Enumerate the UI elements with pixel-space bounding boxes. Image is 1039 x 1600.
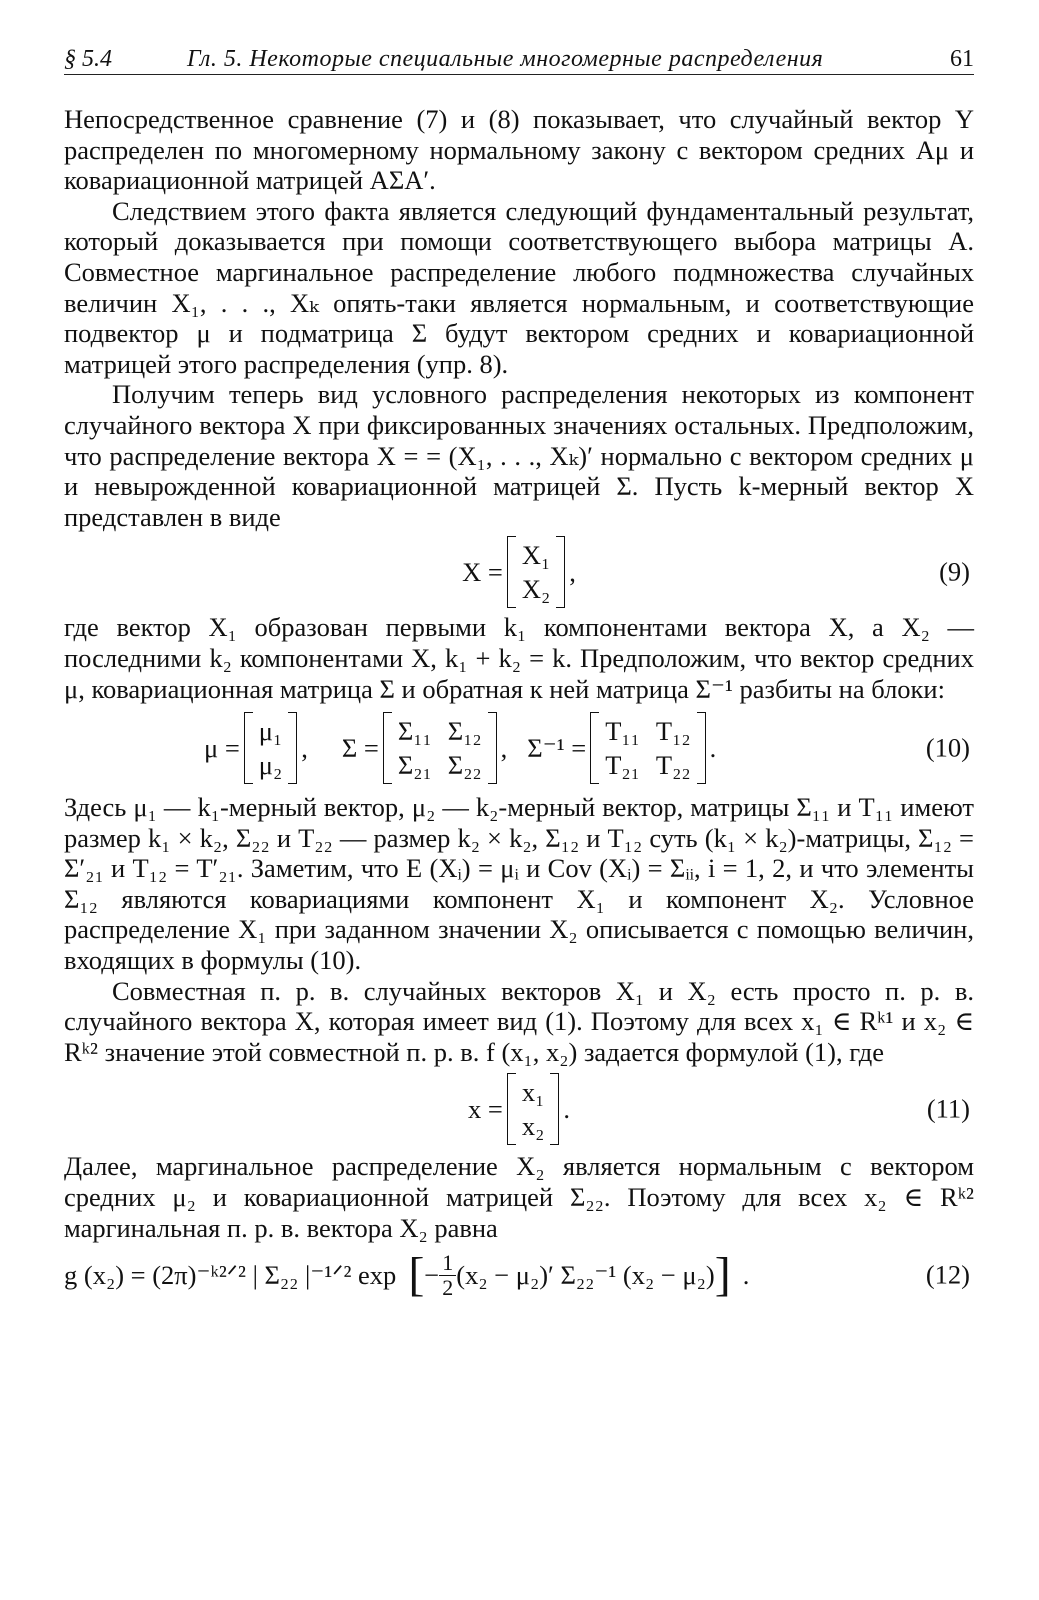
paragraph-3: Получим теперь вид условного распределения некоторых из компонент случайного вектора X при фиксированных значениях остальных. Предположим, что распределение вектора X = = (X₁, . . ., Xₖ)′ нормально с вектором средних μ и невырожденной ковариационной матрицей Σ. Пусть k-мерный вектор X представлен в виде [64, 379, 974, 532]
eq11-vector [507, 1073, 560, 1145]
eq9-vector [507, 536, 565, 608]
eq11-x1: x₁ [521, 1077, 545, 1108]
eq12-lhs: g (x₂) = (2π)⁻ᵏ²ᐟ² | Σ₂₂ |⁻¹ᐟ² exp [64, 1259, 397, 1290]
eq10-t-matrix [590, 712, 705, 784]
eq10-sigma-inv-lhs: Σ⁻¹ = [527, 732, 587, 763]
paragraph-4: где вектор X₁ образован первыми k₁ компонентами вектора X, а X₂ — последними k₂ компонентами X, k₁ + k₂ = k. Предположим, что вектор средних μ, ковариационная матрица Σ и обратная к ней матрица Σ⁻¹ разбиты на блоки: [64, 612, 974, 704]
paragraph-7: Далее, маргинальное распределение X₂ является нормальным с вектором средних μ₂ и ковариационной матрицей Σ₂₂. Поэтому для всех x₂ ∈ Rᵏ² маргинальная п. р. в. вектора X₂ равна [64, 1151, 974, 1243]
eq9-number: (9) [939, 557, 970, 588]
eq10-s22: Σ₂₂ [447, 750, 482, 781]
equation-12 [64, 1243, 974, 1307]
eq12-open-bracket: [ [396, 1248, 425, 1302]
eq10-s11: Σ₁₁ [397, 716, 432, 747]
paragraph-6: Совместная п. р. в. случайных векторов X₁ и X₂ есть просто п. р. в. случайного вектора X, которая имеет вид (1). Поэтому для всех x₁ ∈ Rᵏ¹ и x₂ ∈ Rᵏ² значение этой совместной п. р. в. f (x₁, x₂) задается формулой (1), где [64, 975, 974, 1067]
running-header [64, 44, 974, 75]
eq10-mu1: μ₁ [258, 716, 283, 747]
eq11-x2: x₂ [521, 1111, 545, 1142]
equation-11 [64, 1067, 974, 1151]
eq9-x2: X₂ [521, 574, 551, 605]
eq10-s21: Σ₂₁ [397, 750, 432, 781]
page-body [64, 104, 974, 1307]
eq10-sigma-lhs: Σ = [341, 732, 379, 763]
eq10-t21: T₂₁ [605, 750, 640, 781]
eq11-number: (11) [926, 1094, 970, 1125]
eq12-minus: − [424, 1259, 440, 1290]
eq9-punct: , [569, 557, 576, 588]
eq9-lhs: X = [462, 557, 503, 588]
eq10-mu-vector [244, 712, 297, 784]
chapter-title: Гл. 5. Некоторые специальные многомерные распределения [187, 46, 824, 72]
paragraph-2: Следствием этого факта является следующий фундаментальный результат, который доказывается при помощи соответствующего выбора матрицы A. Совместное маргинальное распределение любого подмножества случайных величин X₁, . . ., Xₖ опять-таки является нормальным, и соответствующие подвектор μ и подматрица Σ будут вектором средних и ковариационной матрицей этого распределения (упр. 8). [64, 195, 974, 379]
equation-9 [64, 532, 974, 612]
eq12-punct: . [742, 1259, 750, 1290]
paragraph-5: Здесь μ₁ — k₁-мерный вектор, μ₂ — k₂-мерный вектор, матрицы Σ₁₁ и T₁₁ имеют размер k₁ × k₂, Σ₂₂ и T₂₂ — размер k₂ × k₂, Σ₁₂ и T₁₂ суть (k₁ × k₂)-матрицы, Σ₁₂ = Σ′₂₁ и T₁₂ = T′₂₁. Заметим, что E (Xᵢ) = μᵢ и Cov (Xᵢ) = Σᵢᵢ, i = 1, 2, и что элементы Σ₁₂ являются ковариациями компонент X₁ и компонент X₂. Условное распределение X₁ при заданном значении X₂ описывается с помощью величин, входящих в формулы (10). [64, 792, 974, 976]
eq9-x1: X₁ [521, 540, 551, 571]
eq12-number: (12) [925, 1259, 970, 1290]
eq12-close-bracket: ] [714, 1248, 743, 1302]
page-number: 61 [950, 46, 974, 72]
eq11-lhs: x = [468, 1094, 503, 1125]
eq12-quadratic: (x₂ − μ₂)′ Σ₂₂⁻¹ (x₂ − μ₂) [456, 1259, 715, 1290]
equation-10: μ = μ₁ μ₂ , Σ = Σ₁₁ Σ₁₂ Σ₂₁ Σ₂₂ , Σ⁻¹ = T₁₁ T₁₂ T₂₁ T₂₂ . (10) [64, 704, 974, 792]
eq10-mu2: μ₂ [258, 750, 283, 781]
eq10-mu-lhs: μ = [204, 732, 240, 763]
eq12-fraction [439, 1251, 456, 1300]
eq11-punct: . [563, 1094, 570, 1125]
eq12-frac-num: 1 [439, 1251, 456, 1276]
eq10-s12: Σ₁₂ [447, 716, 482, 747]
paragraph-1: Непосредственное сравнение (7) и (8) показывает, что случайный вектор Y распределен по многомерному нормальному закону с вектором средних Aμ и ковариационной матрицей AΣA′. [64, 104, 974, 196]
eq12-frac-den: 2 [442, 1274, 454, 1300]
eq10-t22: T₂₂ [655, 750, 691, 781]
section-number: § 5.4 [64, 46, 112, 72]
eq10-sigma-matrix [383, 712, 497, 784]
eq10-t12: T₁₂ [655, 716, 691, 747]
eq10-number: (10) [925, 732, 970, 763]
eq10-t11: T₁₁ [605, 716, 640, 747]
